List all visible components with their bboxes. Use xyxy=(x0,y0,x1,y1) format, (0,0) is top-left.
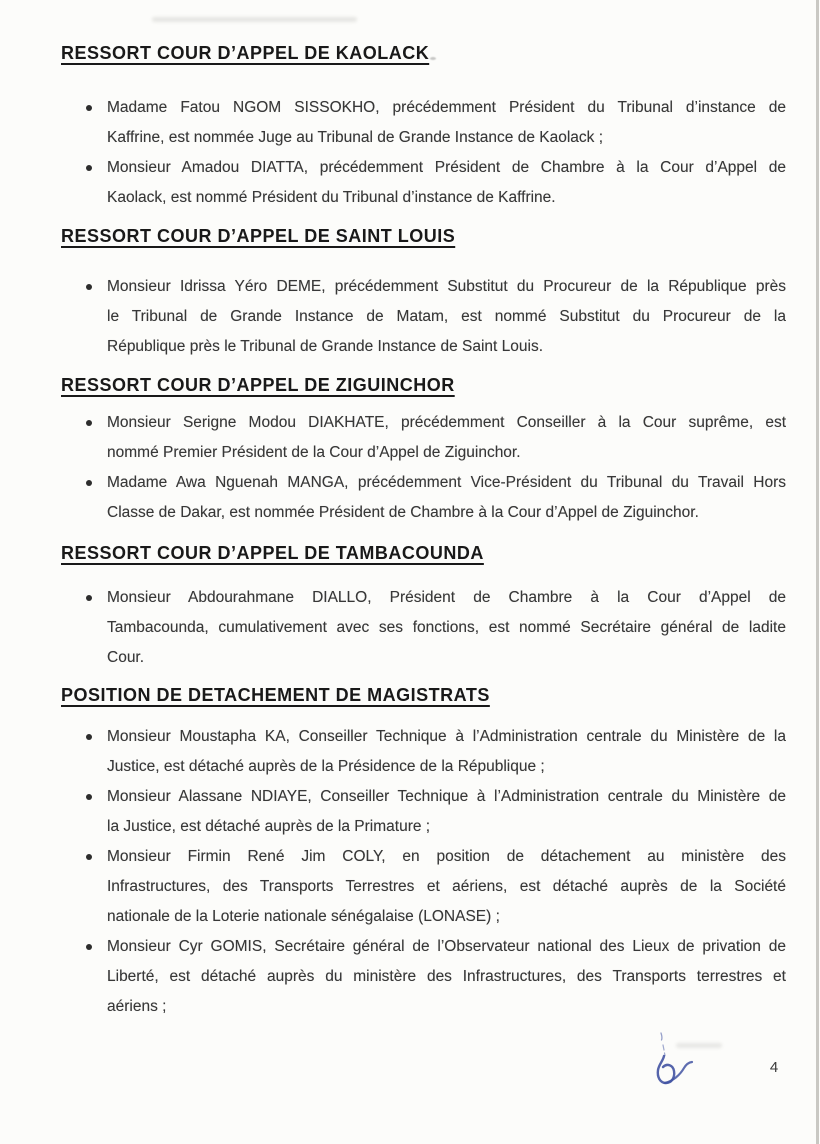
bullet-icon xyxy=(86,944,92,950)
text-line: la Justice, est détaché auprès de la Primature ; xyxy=(107,818,431,835)
text-line: Monsieur Amadou DIATTA, précédemment Président de Chambre à la Cour d’Appel de xyxy=(107,159,786,176)
list-item xyxy=(61,782,786,842)
text-line: Monsieur Serigne Modou DIAKHATE, précédemment Conseiller à la Cour suprême, est xyxy=(107,414,786,431)
section-heading: RESSORT COUR D’APPEL DE SAINT LOUIS xyxy=(61,226,456,246)
list-item xyxy=(61,93,786,153)
section-heading: RESSORT COUR D’APPEL DE TAMBACOUNDA xyxy=(61,543,484,563)
appointments-list xyxy=(61,583,786,673)
page-number: 4 xyxy=(769,1059,779,1076)
text-line: Monsieur Moustapha KA, Conseiller Technique à l’Administration centrale du Ministère de la xyxy=(107,728,786,745)
list-item xyxy=(61,842,786,932)
bullet-icon xyxy=(86,165,92,171)
text-line: Infrastructures, des Transports Terrestres et aériens, est détaché auprès de la Société xyxy=(107,878,786,895)
text-line: Kaolack, est nommé Président du Tribunal d’instance de Kaffrine. xyxy=(107,189,556,206)
scan-edge-line xyxy=(816,0,819,1144)
list-item xyxy=(61,583,786,673)
text-line: Madame Fatou NGOM SISSOKHO, précédemment Président du Tribunal d’instance de xyxy=(107,99,786,116)
appointments-list xyxy=(61,93,786,213)
text-line: Monsieur Idrissa Yéro DEME, précédemment Substitut du Procureur de la République près xyxy=(107,278,786,295)
text-line: nationale de la Loterie nationale sénégalaise (LONASE) ; xyxy=(107,908,500,925)
text-line: Madame Awa Nguenah MANGA, précédemment Vice-Président du Tribunal du Travail Hors xyxy=(107,474,786,491)
list-item xyxy=(61,468,786,528)
list-item xyxy=(61,408,786,468)
text-line: Classe de Dakar, est nommée Président de Chambre à la Cour d’Appel de Ziguinchor. xyxy=(107,504,699,521)
section-ziguinchor xyxy=(61,375,786,528)
text-line: République près le Tribunal de Grande Instance de Saint Louis. xyxy=(107,338,544,355)
bullet-icon xyxy=(86,854,92,860)
section-kaolack xyxy=(61,43,786,213)
scan-smudge xyxy=(152,17,357,22)
text-line: Monsieur Alassane NDIAYE, Conseiller Technique à l’Administration centrale du Ministère de xyxy=(107,788,786,805)
text-line: nommé Premier Président de la Cour d’Appel de Ziguinchor. xyxy=(107,444,521,461)
bullet-icon xyxy=(86,105,92,111)
section-heading: POSITION DE DETACHEMENT DE MAGISTRATS xyxy=(61,685,490,705)
text-line: Monsieur Firmin René Jim COLY, en position de détachement au ministère des xyxy=(107,848,786,865)
text-line: Tambacounda, cumulativement avec ses fonctions, est nommé Secrétaire général de ladite xyxy=(107,619,786,636)
text-line: Monsieur Cyr GOMIS, Secrétaire général de l’Observateur national des Lieux de privation de xyxy=(107,938,786,955)
section-detachement xyxy=(61,685,786,1022)
text-line: Cour. xyxy=(107,649,145,666)
bullet-icon xyxy=(86,595,92,601)
bullet-icon xyxy=(86,420,92,426)
text-line: Liberté, est détaché auprès du ministère des Infrastructures, des Transports terrestres et xyxy=(107,968,786,985)
text-line: Justice, est détaché auprès de la Présidence de la République ; xyxy=(107,758,545,775)
list-item xyxy=(61,272,786,362)
bullet-icon xyxy=(86,284,92,290)
text-line: Kaffrine, est nommée Juge au Tribunal de Grande Instance de Kaolack ; xyxy=(107,129,604,146)
text-line: Monsieur Abdourahmane DIALLO, Président de Chambre à la Cour d’Appel de xyxy=(107,589,786,606)
appointments-list xyxy=(61,722,786,1022)
signature-paraph-icon xyxy=(645,1028,701,1101)
text-line: le Tribunal de Grande Instance de Matam, est nommé Substitut du Procureur de la xyxy=(107,308,786,325)
appointments-list xyxy=(61,272,786,362)
bullet-icon xyxy=(86,794,92,800)
section-saint-louis xyxy=(61,226,786,362)
bullet-icon xyxy=(86,734,92,740)
bullet-icon xyxy=(86,480,92,486)
section-tambacounda xyxy=(61,543,786,673)
text-line: aériens ; xyxy=(107,998,167,1015)
section-heading: RESSORT COUR D’APPEL DE ZIGUINCHOR xyxy=(61,375,455,395)
section-heading: RESSORT COUR D’APPEL DE KAOLACK xyxy=(61,43,430,63)
list-item xyxy=(61,722,786,782)
appointments-list xyxy=(61,408,786,528)
list-item xyxy=(61,932,786,1022)
list-item xyxy=(61,153,786,213)
